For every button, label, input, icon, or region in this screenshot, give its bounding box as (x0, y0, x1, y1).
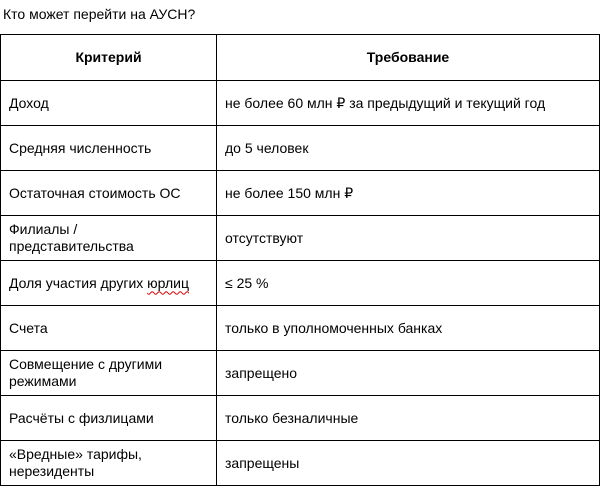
criterion-cell: Расчёты с физлицами (1, 396, 217, 441)
requirement-cell: отсутствуют (217, 216, 600, 261)
criterion-line: Совмещение с другими (9, 356, 163, 372)
criteria-table (0, 34, 600, 486)
table-row (1, 171, 600, 216)
criterion-line: представительства (9, 238, 134, 254)
criterion-line: нерезиденты (9, 463, 95, 479)
table-row (1, 396, 600, 441)
requirement-cell: только в уполномоченных банках (217, 306, 600, 351)
criterion-cell: Остаточная стоимость ОС (1, 171, 217, 216)
criterion-line: Филиалы / (9, 221, 78, 237)
criterion-line: режимами (9, 373, 77, 389)
criterion-line: «Вредные» тарифы, (9, 446, 142, 462)
spellcheck-underlined-word[interactable]: юрлиц (147, 274, 189, 291)
criterion-cell: Счета (1, 306, 217, 351)
table-row (1, 81, 600, 126)
requirement-cell: только безналичные (217, 396, 600, 441)
criterion-cell (1, 216, 217, 261)
table-row (1, 216, 600, 261)
criterion-cell (1, 441, 217, 486)
criterion-cell (1, 351, 217, 396)
requirement-cell: ≤ 25 % (217, 261, 600, 306)
requirement-cell: не более 150 млн ₽ (217, 171, 600, 216)
criterion-text: Доля участия других (9, 274, 148, 291)
criterion-cell (1, 261, 217, 306)
page-heading: Кто может перейти на АУСН? (3, 6, 196, 22)
table-row (1, 306, 600, 351)
requirement-cell: не более 60 млн ₽ за предыдущий и текущий год (217, 81, 600, 126)
table-row (1, 441, 600, 486)
header-requirement: Требование (217, 35, 600, 81)
header-criterion: Критерий (1, 35, 217, 81)
requirement-cell: запрещены (217, 441, 600, 486)
requirement-cell: запрещено (217, 351, 600, 396)
table-row (1, 351, 600, 396)
table-row (1, 126, 600, 171)
criterion-cell: Средняя численность (1, 126, 217, 171)
table-header-row (1, 35, 600, 81)
requirement-cell: до 5 человек (217, 126, 600, 171)
criterion-cell: Доход (1, 81, 217, 126)
table-row (1, 261, 600, 306)
